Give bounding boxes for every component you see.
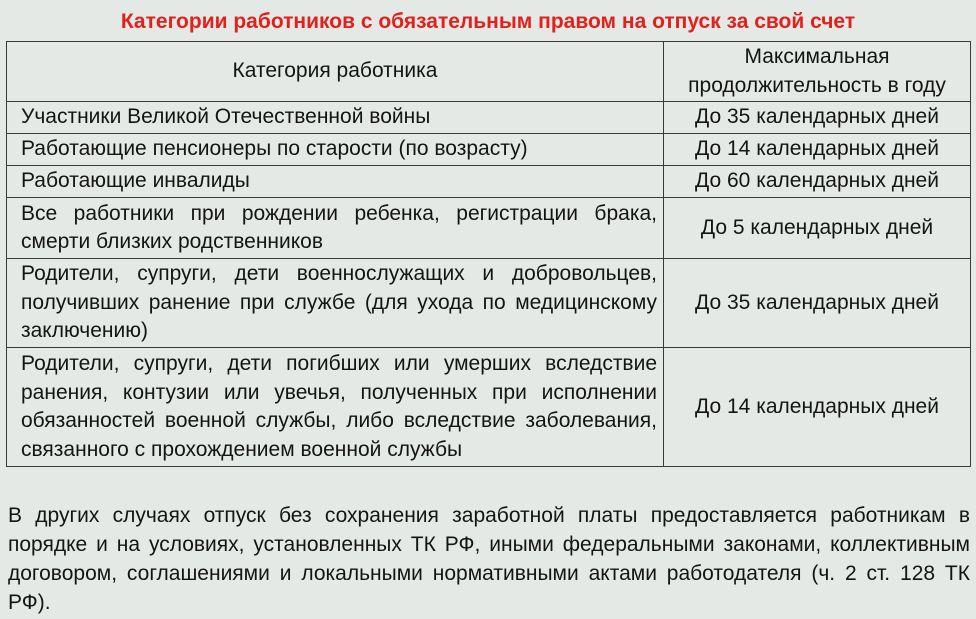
duration-cell: До 35 календарных дней — [664, 102, 971, 134]
table-row — [7, 166, 971, 198]
duration-cell: До 60 календарных дней — [664, 166, 971, 198]
header-category: Категория работника — [7, 42, 664, 102]
page-title: Категории работников с обязательным правом на отпуск за свой счет — [120, 10, 856, 33]
header-duration: Максимальная продолжительность в году — [664, 42, 971, 102]
table-row — [7, 102, 971, 134]
footnote-paragraph: В других случаях отпуск без сохранения заработной платы предоставляется работникам в порядке и на условиях, установленных ТК РФ, иными федеральными законами, коллективным договором, соглашениями и локальными нормативными актами работодателя (ч. 2 ст. 128 ТК РФ). — [8, 504, 970, 614]
duration-cell: До 14 календарных дней — [664, 134, 971, 166]
category-cell: Родители, супруги, дети военнослужащих и добровольцев, получивших ранение при службе (для ухода по медицинскому заключению) — [7, 259, 664, 348]
vacation-table — [6, 41, 971, 467]
duration-cell: До 5 календарных дней — [664, 198, 971, 259]
table-row — [7, 259, 971, 348]
table-row — [7, 198, 971, 259]
duration-cell: До 14 календарных дней — [664, 348, 971, 467]
category-cell: Работающие инвалиды — [7, 166, 664, 198]
table-header-row — [7, 42, 971, 102]
table-row — [7, 348, 971, 467]
category-cell: Родители, супруги, дети погибших или умерших вследствие ранения, контузии или увечья, полученных при исполнении обязанностей военной службы, либо вследствие заболевания, связанного с прохождением военной службы — [7, 348, 664, 467]
category-cell: Участники Великой Отечественной войны — [7, 102, 664, 134]
duration-cell: До 35 календарных дней — [664, 259, 971, 348]
category-cell: Все работники при рождении ребенка, регистрации брака, смерти близких родственников — [7, 198, 664, 259]
category-cell: Работающие пенсионеры по старости (по возрасту) — [7, 134, 664, 166]
table-row — [7, 134, 971, 166]
